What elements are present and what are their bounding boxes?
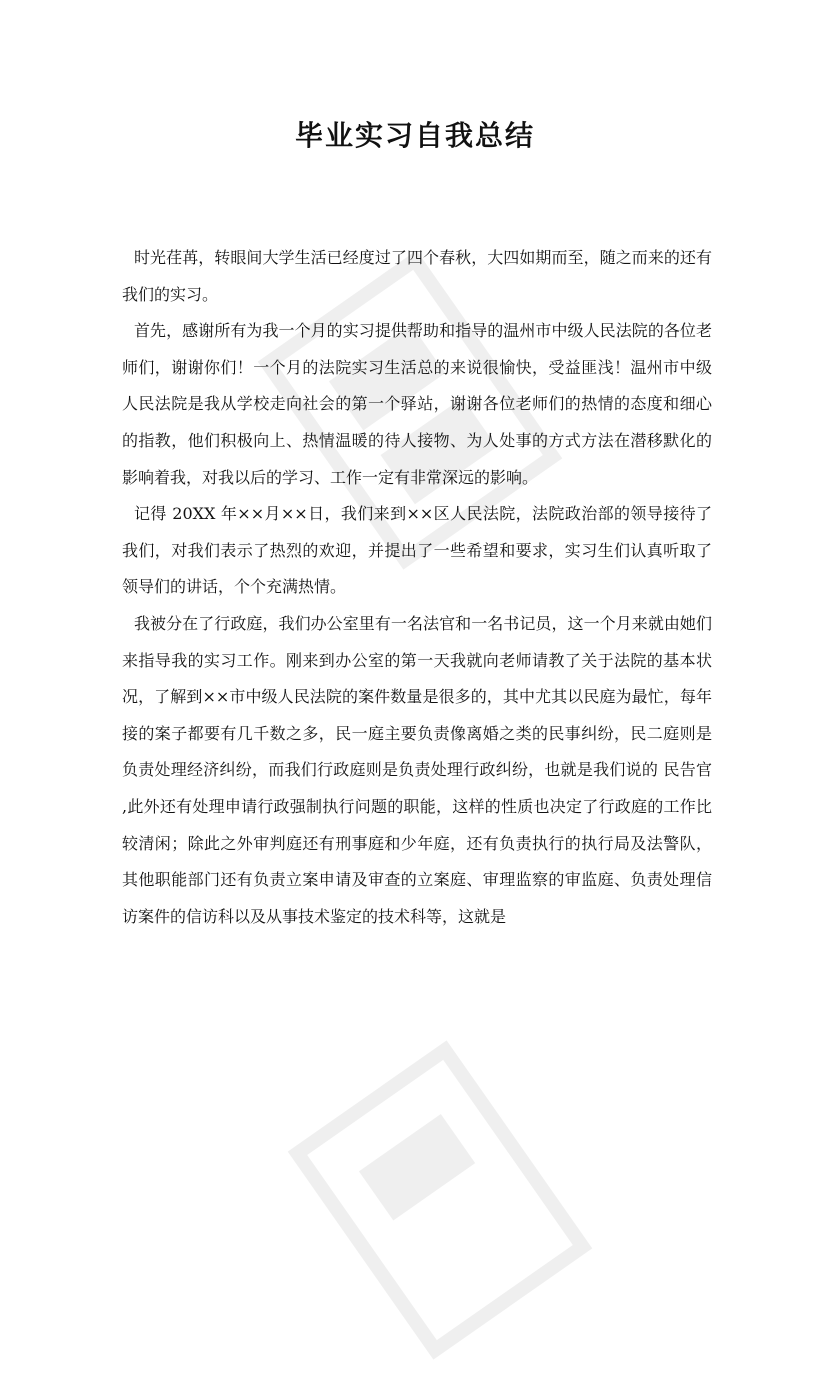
paragraph-intro: 时光荏苒，转眼间大学生活已经度过了四个春秋，大四如期而至，随之而来的还有我们的实习。 (122, 248, 712, 304)
document-body (122, 240, 712, 935)
paragraph-arrival: 记得 20XX 年××月××日，我们来到××区人民法院，法院政治部的领导接待了我们，对我们表示了热烈的欢迎，并提出了一些希望和要求，实习生们认真听取了领导们的讲话，个个充满热情。 (122, 504, 712, 597)
paragraph-thanks: 首先，感谢所有为我一个月的实习提供帮助和指导的温州市中级人民法院的各位老师们，谢谢你们！一个月的法院实习生活总的来说很愉快，受益匪浅！温州市中级人民法院是我从学校走向社会的第一个驿站，谢谢各位老师们的热情的态度和细心的指教，他们积极向上、热情温暖的待人接物、为人处事的方式方法在潜移默化的影响着我，对我以后的学习、工作一定有非常深远的影响。 (122, 321, 712, 487)
document-title: 毕业实习自我总结 (294, 119, 535, 152)
paragraph-assignment: 我被分在了行政庭，我们办公室里有一名法官和一名书记员，这一个月来就由她们来指导我的实习工作。刚来到办公室的第一天我就向老师请教了关于法院的基本状况，了解到××市中级人民法院的案件数量是很多的，其中尤其以民庭为最忙，每年接的案子都要有几千数之多，民一庭主要负责像离婚之类的民事纠纷，民二庭则是负责处理经济纠纷，而我们行政庭则是负责处理行政纠纷，也就是我们说的 民告官 ,此外还有处理申请行政强制执行问题的职能，这样的性质也决定了行政庭的工作比较清闲；除此之外审判庭还有刑事庭和少年庭，还有负责执行的执行局及法警队，其他职能部门还有负责立案申请及审查的立案庭、审理监察的审监庭、负责处理信访案件的信访科以及从事技术鉴定的技术科等，这就是 (122, 613, 712, 926)
watermark-logo-bottom (270, 1022, 611, 1378)
